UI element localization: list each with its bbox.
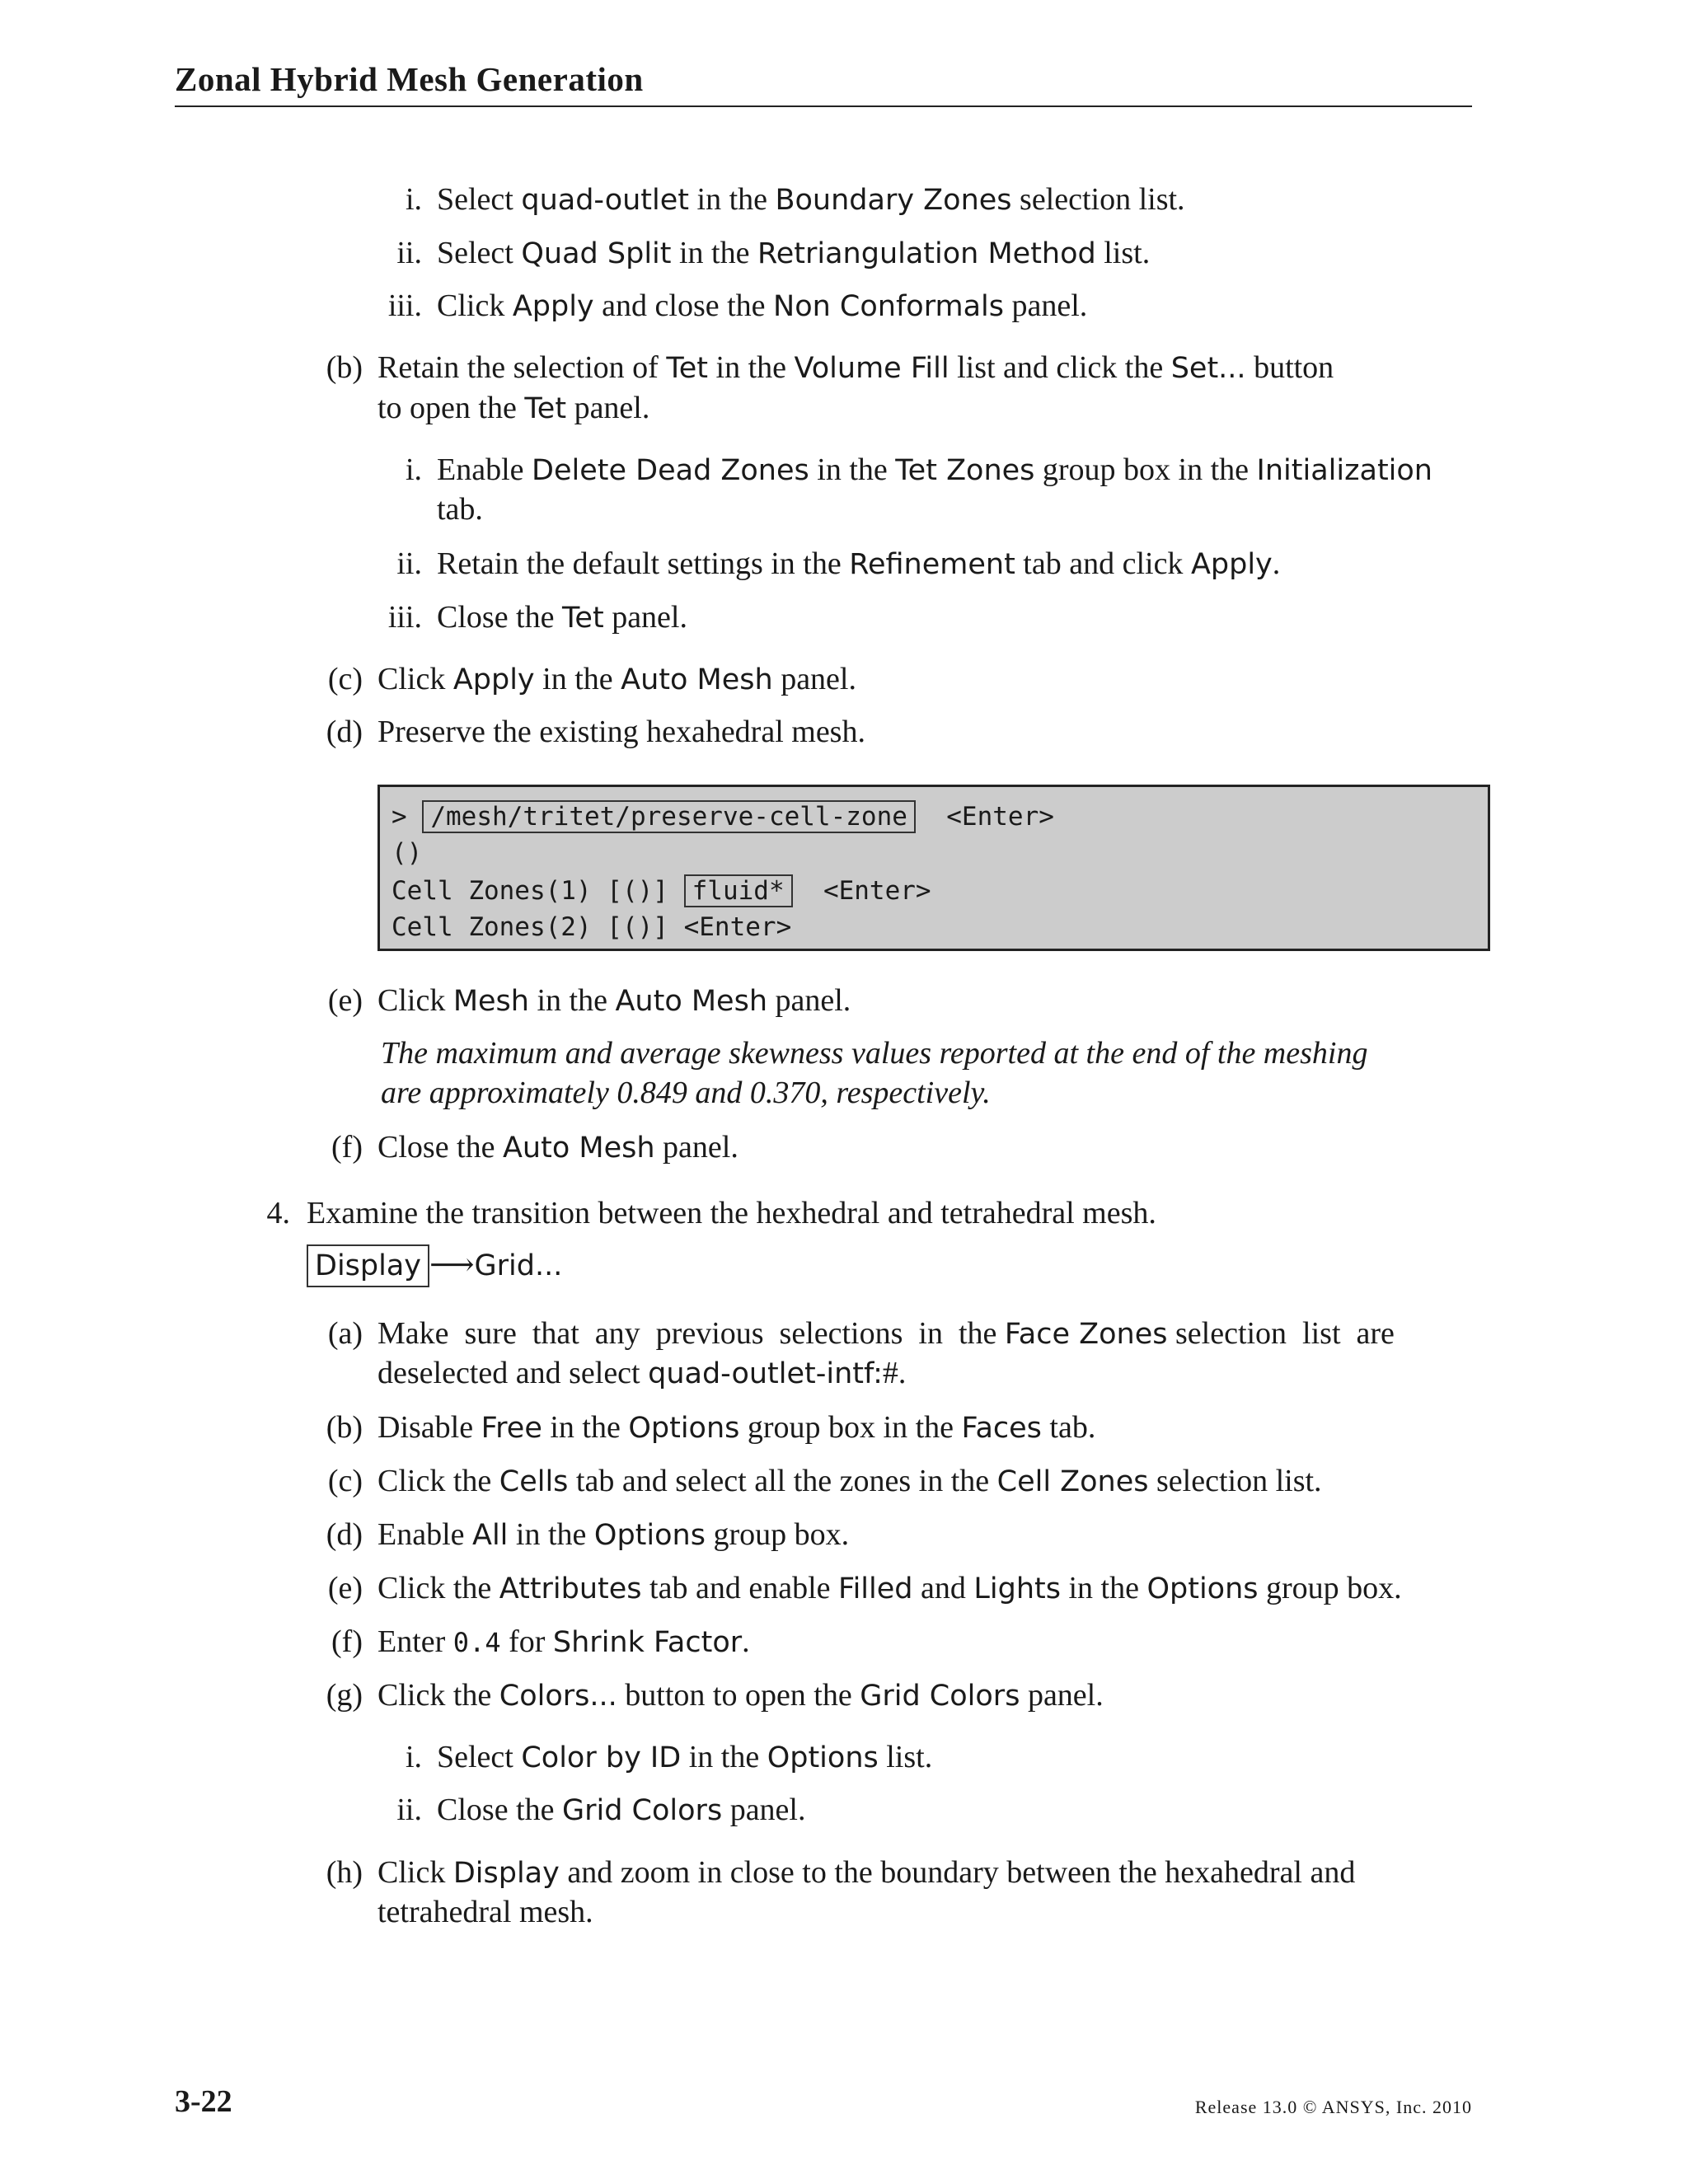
list-marker: (f)	[331, 1130, 363, 1165]
command-input: fluid*	[684, 874, 793, 907]
list-item: Disable Free in the Options group box in the Faces tab.	[377, 1410, 1096, 1445]
terminal-line: Cell Zones(2) [()] <Enter>	[392, 912, 792, 942]
note-text: are approximately 0.849 and 0.370, respectively.	[381, 1076, 991, 1110]
list-marker: ii.	[396, 236, 422, 270]
command-terminal	[377, 785, 1490, 951]
list-item: Close the Grid Colors panel.	[437, 1793, 806, 1827]
release-note: Release 13.0 © ANSYS, Inc. 2010	[1194, 2097, 1472, 2117]
list-marker: (d)	[326, 1517, 363, 1552]
list-marker: (h)	[326, 1855, 363, 1890]
list-item: Preserve the existing hexahedral mesh.	[377, 715, 865, 749]
list-item: Select Color by ID in the Options list.	[437, 1740, 933, 1774]
list-marker: 4.	[266, 1196, 290, 1230]
list-item: Click Apply in the Auto Mesh panel.	[377, 662, 856, 696]
command-input: /mesh/tritet/preserve-cell-zone	[422, 800, 916, 833]
list-marker: ii.	[396, 546, 422, 581]
menu-path	[307, 1244, 562, 1287]
list-marker: i.	[405, 452, 422, 487]
list-marker: (c)	[327, 1464, 363, 1498]
list-item: Select quad-outlet in the Boundary Zones selection list.	[437, 182, 1185, 217]
list-item: Retain the default settings in the Refinement tab and click Apply.	[437, 546, 1281, 581]
page-number: 3-22	[175, 2084, 232, 2119]
list-item: Enable All in the Options group box.	[377, 1517, 850, 1552]
list-marker: (e)	[327, 1571, 363, 1605]
list-item: Retain the selection of Tet in the Volume Fill list and click the Set... button	[377, 350, 1334, 385]
list-item: Enable Delete Dead Zones in the Tet Zones group box in the Initialization	[437, 452, 1432, 487]
list-item: Enter 0.4 for Shrink Factor.	[377, 1624, 750, 1659]
list-marker: iii.	[387, 600, 422, 635]
list-marker: (f)	[331, 1624, 363, 1659]
list-item-continuation: deselected and select quad-outlet-intf:#.	[377, 1356, 907, 1390]
arrow-icon: ⟶	[429, 1248, 475, 1282]
list-item-continuation: tetrahedral mesh.	[377, 1895, 593, 1929]
list-item: Click the Cells tab and select all the zones in the Cell Zones selection list.	[377, 1464, 1322, 1498]
list-marker: (e)	[327, 983, 363, 1018]
list-marker: (c)	[327, 662, 363, 696]
step-text: Examine the transition between the hexhedral and tetrahedral mesh.	[307, 1196, 1156, 1230]
menu-item: Grid...	[474, 1249, 563, 1282]
terminal-line: Cell Zones(1) [()] fluid* <Enter>	[392, 876, 931, 906]
list-marker: ii.	[396, 1793, 422, 1827]
list-marker: (d)	[326, 715, 363, 749]
terminal-line: > /mesh/tritet/preserve-cell-zone <Enter>	[392, 802, 1054, 832]
note-text: The maximum and average skewness values reported at the end of the meshing	[381, 1036, 1368, 1071]
list-marker: (b)	[326, 1410, 363, 1445]
list-marker: i.	[405, 182, 422, 217]
list-item: Make sure that any previous selections in the Face Zones selection list are	[377, 1316, 1395, 1351]
list-marker: (g)	[326, 1678, 363, 1713]
list-item-continuation: to open the Tet panel.	[377, 391, 650, 425]
list-marker: iii.	[387, 288, 422, 323]
list-marker: i.	[405, 1740, 422, 1774]
list-item-continuation: tab.	[437, 492, 483, 527]
list-item: Close the Tet panel.	[437, 600, 687, 635]
running-header: Zonal Hybrid Mesh Generation	[175, 60, 644, 98]
list-item: Click the Colors... button to open the Grid Colors panel.	[377, 1678, 1104, 1713]
list-item: Click Display and zoom in close to the boundary between the hexahedral and	[377, 1855, 1356, 1890]
list-item: Close the Auto Mesh panel.	[377, 1130, 738, 1165]
terminal-line: ()	[392, 838, 423, 868]
list-item: Click Apply and close the Non Conformals panel.	[437, 288, 1088, 323]
list-marker: (a)	[327, 1316, 363, 1351]
list-item: Select Quad Split in the Retriangulation Method list.	[437, 236, 1151, 270]
list-item: Click Mesh in the Auto Mesh panel.	[377, 983, 851, 1018]
list-item: Click the Attributes tab and enable Filled and Lights in the Options group box.	[377, 1571, 1402, 1605]
display-menu-button: Display	[307, 1244, 429, 1287]
header-rule	[175, 105, 1472, 107]
list-marker: (b)	[326, 350, 363, 385]
